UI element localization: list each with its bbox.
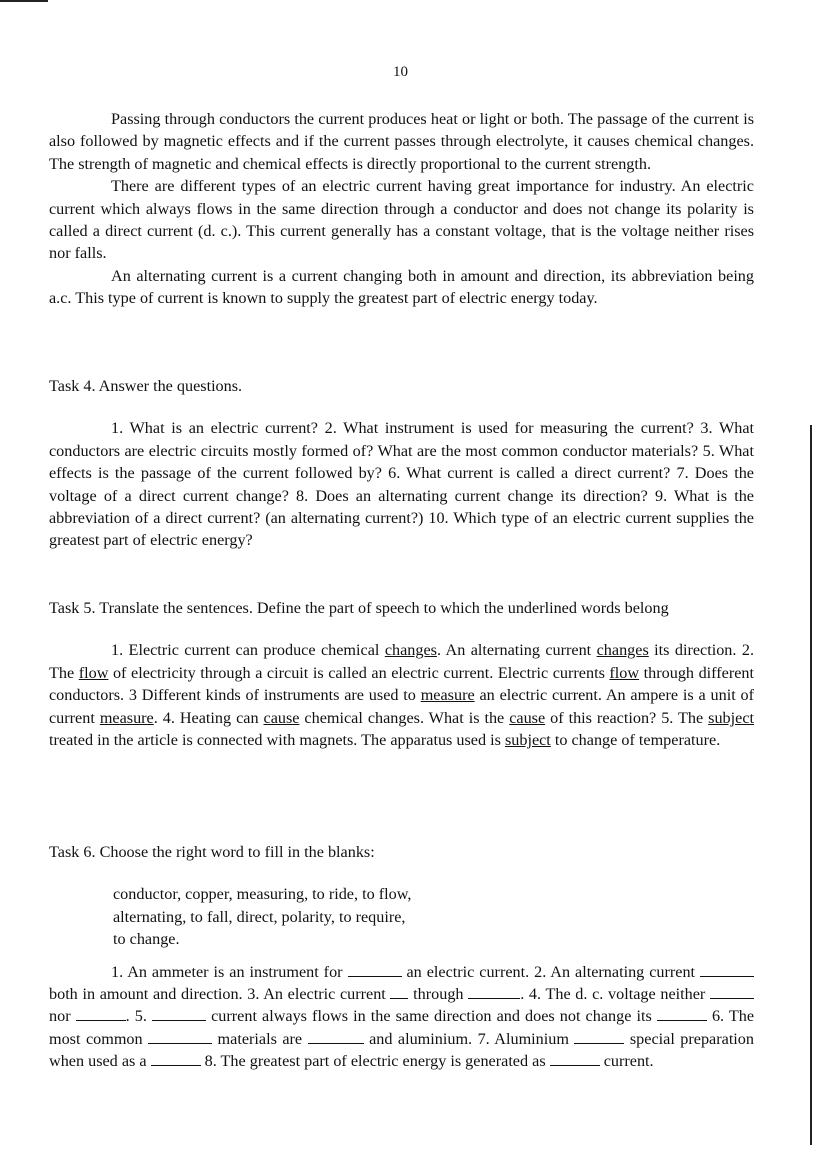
underlined-word: subject	[708, 708, 755, 727]
sentence-text: current.	[599, 1052, 654, 1071]
sentence-text: to change of temperature.	[550, 731, 721, 750]
word-list-line: conductor, copper, measuring, to ride, to flow,	[113, 885, 412, 904]
sentence-text: through different conductors. 3 Different kinds of instruments are used to	[49, 663, 754, 705]
paragraph: There are different types of an electric current having great importance for industry. An electric current which always flows in the same direction through a conductor and does not change its polarity is called a direct current (d. c.). This current generally has a constant voltage, that is the voltage neither rises nor falls.	[49, 177, 754, 263]
sentence-text: special preparation when used as a	[49, 1029, 754, 1071]
underlined-word: flow	[609, 663, 640, 682]
word-list-line: to change.	[113, 930, 180, 949]
sentence-text: 6. The most common	[49, 1007, 755, 1048]
word-list	[113, 883, 754, 950]
blank[interactable]	[390, 984, 408, 999]
blank[interactable]	[152, 1006, 206, 1021]
sentence-text: of this reaction? 5. The	[545, 708, 709, 727]
sentence-text: . 5.	[125, 1007, 153, 1026]
task-6	[49, 841, 754, 1073]
sentence-text: nor	[49, 1007, 76, 1026]
sentence-text: and aluminium. 7. Aluminium	[363, 1029, 575, 1048]
sentence-text: . An alternating current	[436, 641, 597, 660]
task-questions: 1. What is an electric current? 2. What instrument is used for measuring the current? 3. What conductors are electric circuits mostly formed of? What are the most common conductor materials? 5. What effects is the passage of the current followed by? 6. What current is called a direct current? 7. Does the voltage of a direct current change? 8. Does an alternating current change its direction? 9. What is the abbreviation of a direct current? (an alternating current?) 10. Which type of an electric current supplies the greatest part of electric energy?	[49, 419, 754, 550]
sentence-text: . 4. The d. c. voltage neither	[520, 985, 710, 1004]
paragraph: An alternating current is a current changing both in amount and direction, its abbreviation being a.c. This type of current is known to supply the greatest part of electric energy today.	[49, 266, 754, 308]
blank[interactable]	[550, 1051, 600, 1066]
blank[interactable]	[657, 1006, 707, 1021]
word-list-line: alternating, to fall, direct, polarity, to require,	[113, 907, 406, 926]
sentence-text: 1. An ammeter is an instrument for	[111, 962, 348, 981]
sentence-text: chemical changes. What is the	[299, 708, 510, 727]
sentence-text: 1. Electric current can produce chemical	[111, 641, 385, 660]
blank[interactable]	[710, 984, 754, 999]
sentence-text: an electric current. An ampere is a unit of current	[49, 686, 754, 727]
blank[interactable]	[348, 962, 402, 977]
scan-mark	[0, 0, 48, 2]
sentence-text: 8. The greatest part of electric energy is generated as	[200, 1052, 550, 1071]
fill-in-text	[49, 961, 754, 1073]
task-heading: Task 5. Translate the sentences. Define the part of speech to which the underlined words belong	[49, 599, 669, 617]
paragraph: Passing through conductors the current produces heat or light or both. The passage of the current is also followed by magnetic effects and if the current passes through electrolyte, it causes chemical changes. The strength of magnetic and chemical effects is directly proportional to the current strength.	[49, 110, 754, 173]
underlined-word: changes	[596, 641, 649, 660]
underlined-word: measure	[99, 708, 154, 727]
task-heading: Task 4. Answer the questions.	[49, 377, 243, 395]
blank[interactable]	[468, 984, 520, 999]
underlined-word: subject	[504, 731, 551, 750]
task-4	[49, 375, 754, 552]
sentence-text: . 4. Heating can	[153, 708, 264, 727]
blank[interactable]	[700, 962, 754, 977]
sentence-text: through	[408, 985, 469, 1004]
sentence-text: materials are	[212, 1029, 308, 1048]
underlined-word: cause	[263, 708, 300, 727]
task-sentences	[49, 639, 754, 751]
page-number: 10	[393, 64, 408, 80]
sentence-text: both in amount and direction. 3. An electric current	[49, 985, 391, 1004]
task-5	[49, 597, 754, 751]
blank[interactable]	[308, 1029, 364, 1044]
blank[interactable]	[574, 1029, 624, 1044]
sentence-text: of electricity through a circuit is called an electric current. Electric currents	[108, 663, 610, 682]
underlined-word: flow	[78, 663, 109, 682]
sentence-text: an electric current. 2. An alternating current	[401, 962, 700, 981]
underlined-word: changes	[384, 641, 437, 660]
blank[interactable]	[76, 1006, 126, 1021]
underlined-word: cause	[509, 708, 546, 727]
sentence-text: current always flows in the same direction and does not change its	[206, 1007, 657, 1026]
task-heading: Task 6. Choose the right word to fill in the blanks:	[49, 843, 375, 861]
blank[interactable]	[148, 1029, 212, 1044]
reading-text	[49, 108, 754, 310]
scan-edge-line	[810, 425, 812, 1145]
sentence-text: treated in the article is connected with magnets. The apparatus used is	[49, 731, 505, 750]
sentence-text: its direction. 2. The	[49, 641, 755, 682]
underlined-word: measure	[420, 686, 475, 705]
blank[interactable]	[151, 1051, 201, 1066]
